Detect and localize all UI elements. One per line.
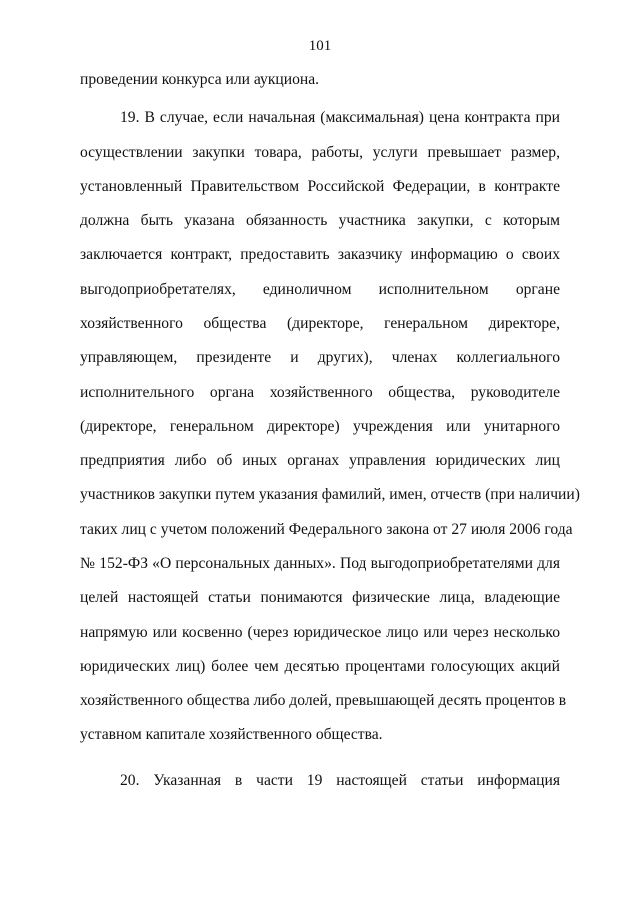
text-line: заключается контракт, предоставить заказчику информацию о своих [80, 246, 560, 263]
text-line: проведении конкурса или аукциона. [80, 71, 320, 88]
text-line: целей настоящей статьи понимаются физические лица, владеющие [80, 589, 560, 606]
text-line: должна быть указана обязанность участника закупки, с которым [80, 212, 560, 229]
page-number: 101 [308, 38, 332, 54]
text-line: юридических лиц) более чем десятью процентами голосующих акций [80, 658, 560, 675]
text-line: 20. Указанная в части 19 настоящей статьи информация [120, 772, 560, 789]
text-line: установленный Правительством Российской Федерации, в контракте [80, 178, 560, 195]
text-line: выгодоприобретателях, единоличном исполнительном органе [80, 281, 560, 298]
text-line: участников закупки путем указания фамилий, имен, отчеств (при наличии) [80, 486, 580, 503]
text-line: хозяйственного общества либо долей, превышающей десять процентов в [80, 692, 567, 709]
text-line: предприятия либо об иных органах управления юридических лиц [80, 452, 560, 469]
text-line: 19. В случае, если начальная (максимальная) цена контракта при [120, 109, 560, 126]
text-line: исполнительного органа хозяйственного общества, руководителе [80, 384, 560, 401]
text-line: управляющем, президенте и других), членах коллегиального [80, 349, 560, 366]
text-line: осуществлении закупки товара, работы, услуги превышает размер, [80, 144, 560, 161]
text-line: таких лиц с учетом положений Федерального закона от 27 июля 2006 года [80, 521, 573, 538]
text-line: хозяйственного общества (директоре, генеральном директоре, [80, 315, 560, 332]
text-line: уставном капитале хозяйственного общества. [80, 726, 383, 743]
text-line: напрямую или косвенно (через юридическое лицо или через несколько [80, 624, 560, 641]
text-line: № 152-ФЗ «О персональных данных». Под выгодоприобретателями для [80, 555, 560, 572]
text-line: (директоре, генеральном директоре) учреждения или унитарного [80, 418, 560, 435]
